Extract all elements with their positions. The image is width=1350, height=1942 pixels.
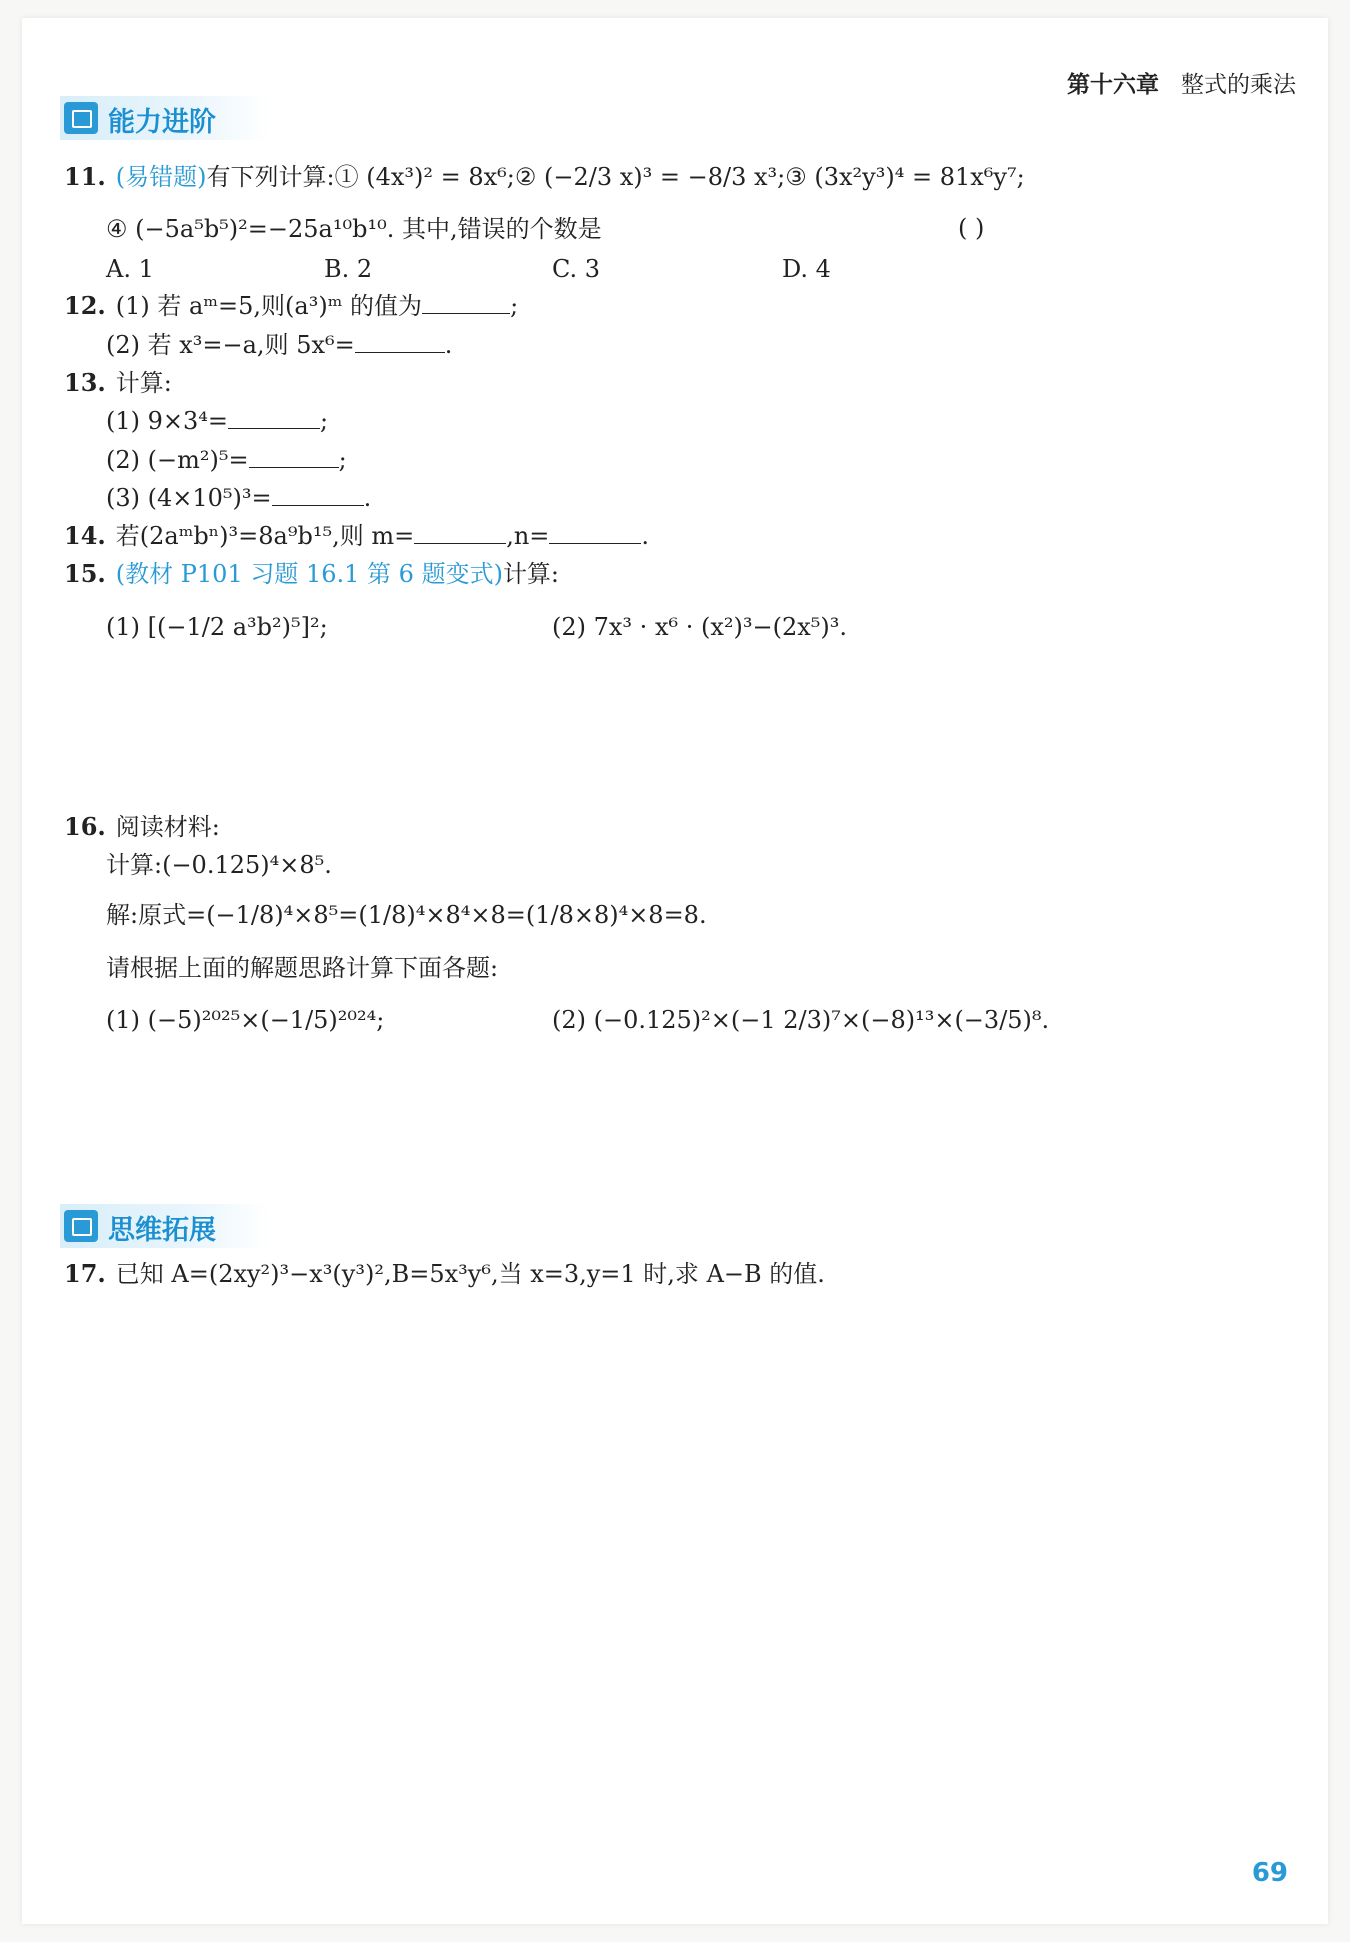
q11-text2: ④ (−5a⁵b⁵)²=−25a¹⁰b¹⁰. 其中,错误的个数是 — [106, 215, 602, 243]
q14-text-end: . — [641, 522, 650, 550]
q13-part1: (1) 9×3⁴= — [106, 407, 229, 435]
q16-number: 16. — [64, 812, 106, 841]
q13-part2-line — [106, 443, 347, 477]
q13-part3-end: . — [363, 484, 372, 512]
q13-number: 13. — [64, 368, 106, 397]
q11-line2 — [106, 212, 602, 246]
q16-part2: (2) (−0.125)²×(−1 2/3)⁷×(−8)¹³×(−3/5)⁸. — [552, 1006, 1050, 1034]
q11-option-a: A. 1 — [106, 255, 154, 283]
chapter-header — [1067, 66, 1296, 99]
q14-number: 14. — [64, 521, 106, 550]
q15-tag: (教材 P101 习题 16.1 第 6 题变式) — [115, 560, 503, 588]
q13-blank1[interactable] — [228, 406, 320, 429]
q12-blank2[interactable] — [355, 330, 445, 353]
q17-number: 17. — [64, 1259, 106, 1288]
q13-part3-line — [106, 481, 371, 515]
q16-line — [64, 810, 220, 844]
q11-option-d: D. 4 — [782, 255, 831, 283]
q11-option-c: C. 3 — [552, 255, 601, 283]
q16-instruction: 请根据上面的解题思路计算下面各题: — [106, 954, 499, 982]
q13-line — [64, 366, 172, 400]
q12-part2-end: . — [444, 331, 453, 359]
q11-number: 11. — [64, 162, 106, 191]
q16-part1: (1) (−5)²⁰²⁵×(−1/5)²⁰²⁴; — [106, 1006, 385, 1034]
q15-stem: 计算: — [502, 560, 560, 588]
q14-blank-m[interactable] — [414, 521, 506, 544]
q12-part1: (1) 若 aᵐ=5,则(a³)ᵐ 的值为 — [115, 292, 423, 320]
q13-part1-end: ; — [320, 407, 329, 435]
section-ability-title: 能力进阶 — [108, 107, 216, 138]
q13-blank3[interactable] — [272, 483, 364, 506]
q13-part2: (2) (−m²)⁵= — [106, 446, 249, 474]
q13-part2-end: ; — [338, 446, 347, 474]
q12-number: 12. — [64, 291, 106, 320]
q11-line1 — [64, 160, 1025, 194]
q12-line1 — [64, 289, 518, 323]
q13-blank2[interactable] — [249, 445, 339, 468]
q12-blank1[interactable] — [422, 291, 510, 314]
section-ability — [60, 96, 270, 140]
pencil-icon — [64, 102, 98, 134]
q15-line — [64, 557, 559, 591]
q14-text2: ,n= — [506, 522, 550, 550]
q13-part1-line — [106, 404, 328, 438]
q13-part3: (3) (4×10⁵)³= — [106, 484, 272, 512]
q11-text1: 有下列计算:① (4x³)² = 8x⁶;② (−2/3 x)³ = −8/3 x³;③ (3x²y³)⁴ = 81x⁶y⁷; — [206, 163, 1025, 191]
chapter-title: 整式的乘法 — [1181, 72, 1296, 98]
q16-calc: 计算:(−0.125)⁴×8⁵. — [106, 851, 332, 879]
q14-line — [64, 519, 649, 553]
q13-stem: 计算: — [115, 369, 172, 397]
page-number: 69 — [1251, 1858, 1288, 1888]
q11-answer-paren: ( ) — [958, 214, 985, 242]
section-thinking-title: 思维拓展 — [108, 1215, 216, 1246]
q16-solution: 解:原式=(−1/8)⁴×8⁵=(1/8)⁴×8⁴×8=(1/8×8)⁴×8=8. — [106, 901, 707, 929]
q14-text1: 若(2aᵐbⁿ)³=8a⁹b¹⁵,则 m= — [115, 522, 415, 550]
q12-line2 — [106, 328, 452, 362]
q17-line — [64, 1257, 825, 1291]
q12-part2: (2) 若 x³=−a,则 5x⁶= — [106, 331, 355, 359]
q15-part2: (2) 7x³ · x⁶ · (x²)³−(2x⁵)³. — [552, 613, 847, 641]
chapter-number: 第十六章 — [1067, 72, 1159, 98]
q17-text: 已知 A=(2xy²)³−x³(y³)²,B=5x³y⁶,当 x=3,y=1 时,求 A−B 的值. — [115, 1260, 825, 1288]
q14-blank-n[interactable] — [549, 521, 641, 544]
q16-stem: 阅读材料: — [115, 813, 220, 841]
section-thinking — [60, 1204, 270, 1248]
q11-tag: (易错题) — [115, 163, 207, 191]
q15-number: 15. — [64, 559, 106, 588]
paper-plane-icon — [64, 1210, 98, 1242]
q11-option-b: B. 2 — [324, 255, 373, 283]
q15-part1: (1) [(−1/2 a³b²)⁵]²; — [106, 613, 328, 641]
q12-part1-end: ; — [510, 292, 519, 320]
